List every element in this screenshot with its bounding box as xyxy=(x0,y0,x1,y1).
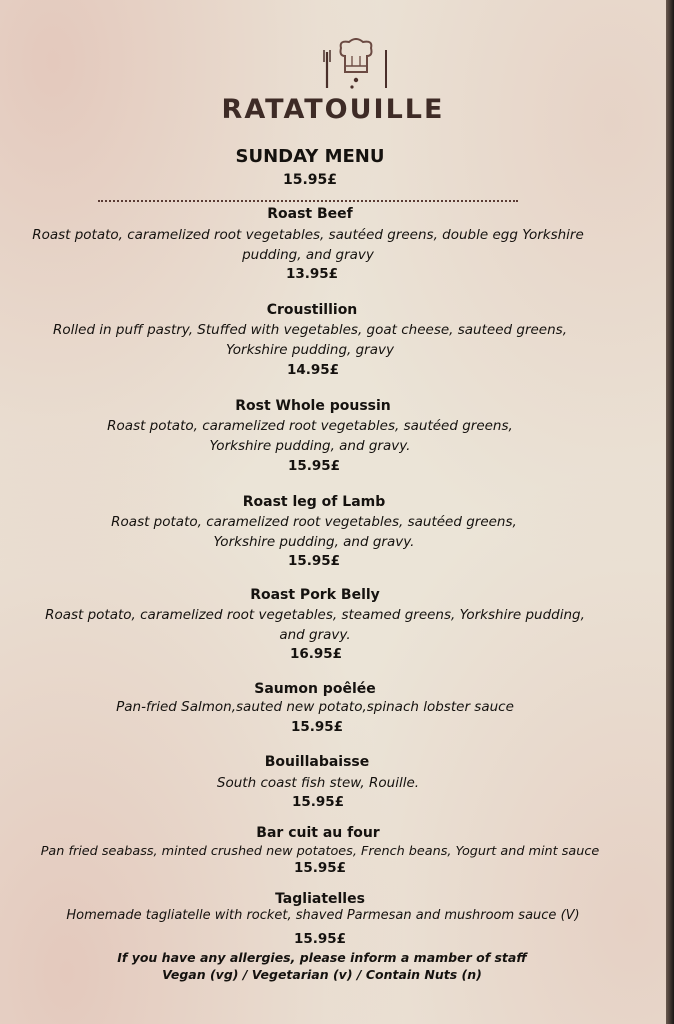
menu-item-name: Tagliatelles xyxy=(275,891,365,907)
dotted-divider xyxy=(98,200,518,202)
menu-item-price: 15.95£ xyxy=(291,794,345,810)
menu-item-description: Roast potato, caramelized root vegetables, sautéed greens, Yorkshire pudding, and gravy. xyxy=(111,514,517,550)
menu-item-description: Pan fried seabass, minted crushed new potatoes, French beans, Yogurt and mint sauce xyxy=(40,844,600,859)
menu-item-price: 16.95£ xyxy=(289,646,343,662)
menu-item-name: Roast Beef xyxy=(267,206,353,222)
table-edge xyxy=(666,0,674,1024)
menu-item-description: Roast potato, caramelized root vegetables, sautéed greens, Yorkshire pudding, and gravy. xyxy=(107,418,513,454)
menu-item-description: Roast potato, caramelized root vegetables, steamed greens, Yorkshire pudding, and gravy. xyxy=(45,607,585,643)
menu-item-description: Pan-fried Salmon,sauted new potato,spinach lobster sauce xyxy=(116,699,514,715)
menu-item-price: 13.95£ xyxy=(285,266,339,282)
menu-price: 15.95£ xyxy=(282,172,338,188)
menu-item-description: Rolled in puff pastry, Stuffed with vegetables, goat cheese, sauteed greens, Yorkshire pudding, gravy xyxy=(53,322,567,358)
menu-item-price: 15.95£ xyxy=(293,860,347,876)
menu-item-price: 15.95£ xyxy=(290,719,344,735)
menu-item-name: Bouillabaisse xyxy=(264,754,370,770)
allergy-notice: If you have any allergies, please inform a mamber of staff xyxy=(117,950,527,965)
restaurant-name: RATATOUILLE xyxy=(221,94,445,125)
menu-item-name: Roast leg of Lamb xyxy=(242,494,386,510)
menu-item-description: Homemade tagliatelle with rocket, shaved Parmesan and mushroom sauce (V) xyxy=(66,908,580,923)
menu-item-price: 15.95£ xyxy=(287,458,341,474)
menu-item-price: 15.95£ xyxy=(287,553,341,569)
menu-item-description: Roast potato, caramelized root vegetables, sautéed greens, double egg Yorkshire pudding, and gravy xyxy=(32,227,584,263)
menu-item-name: Bar cuit au four xyxy=(256,825,380,841)
menu-item-description: South coast fish stew, Rouille. xyxy=(216,775,420,791)
menu-item-name: Saumon poêlée xyxy=(254,681,376,697)
menu-item-name: Roast Pork Belly xyxy=(250,587,380,603)
menu-item-price: 15.95£ xyxy=(293,931,347,947)
menu-item-price: 14.95£ xyxy=(286,362,340,378)
menu-item-name: Rost Whole poussin xyxy=(235,398,391,414)
chef-hat-fork-knife-icon xyxy=(319,38,393,94)
menu-title: SUNDAY MENU xyxy=(235,146,385,167)
menu-item-name: Croustillion xyxy=(266,302,358,318)
dietary-key: Vegan (vg) / Vegetarian (v) / Contain Nuts (n) xyxy=(162,967,482,982)
